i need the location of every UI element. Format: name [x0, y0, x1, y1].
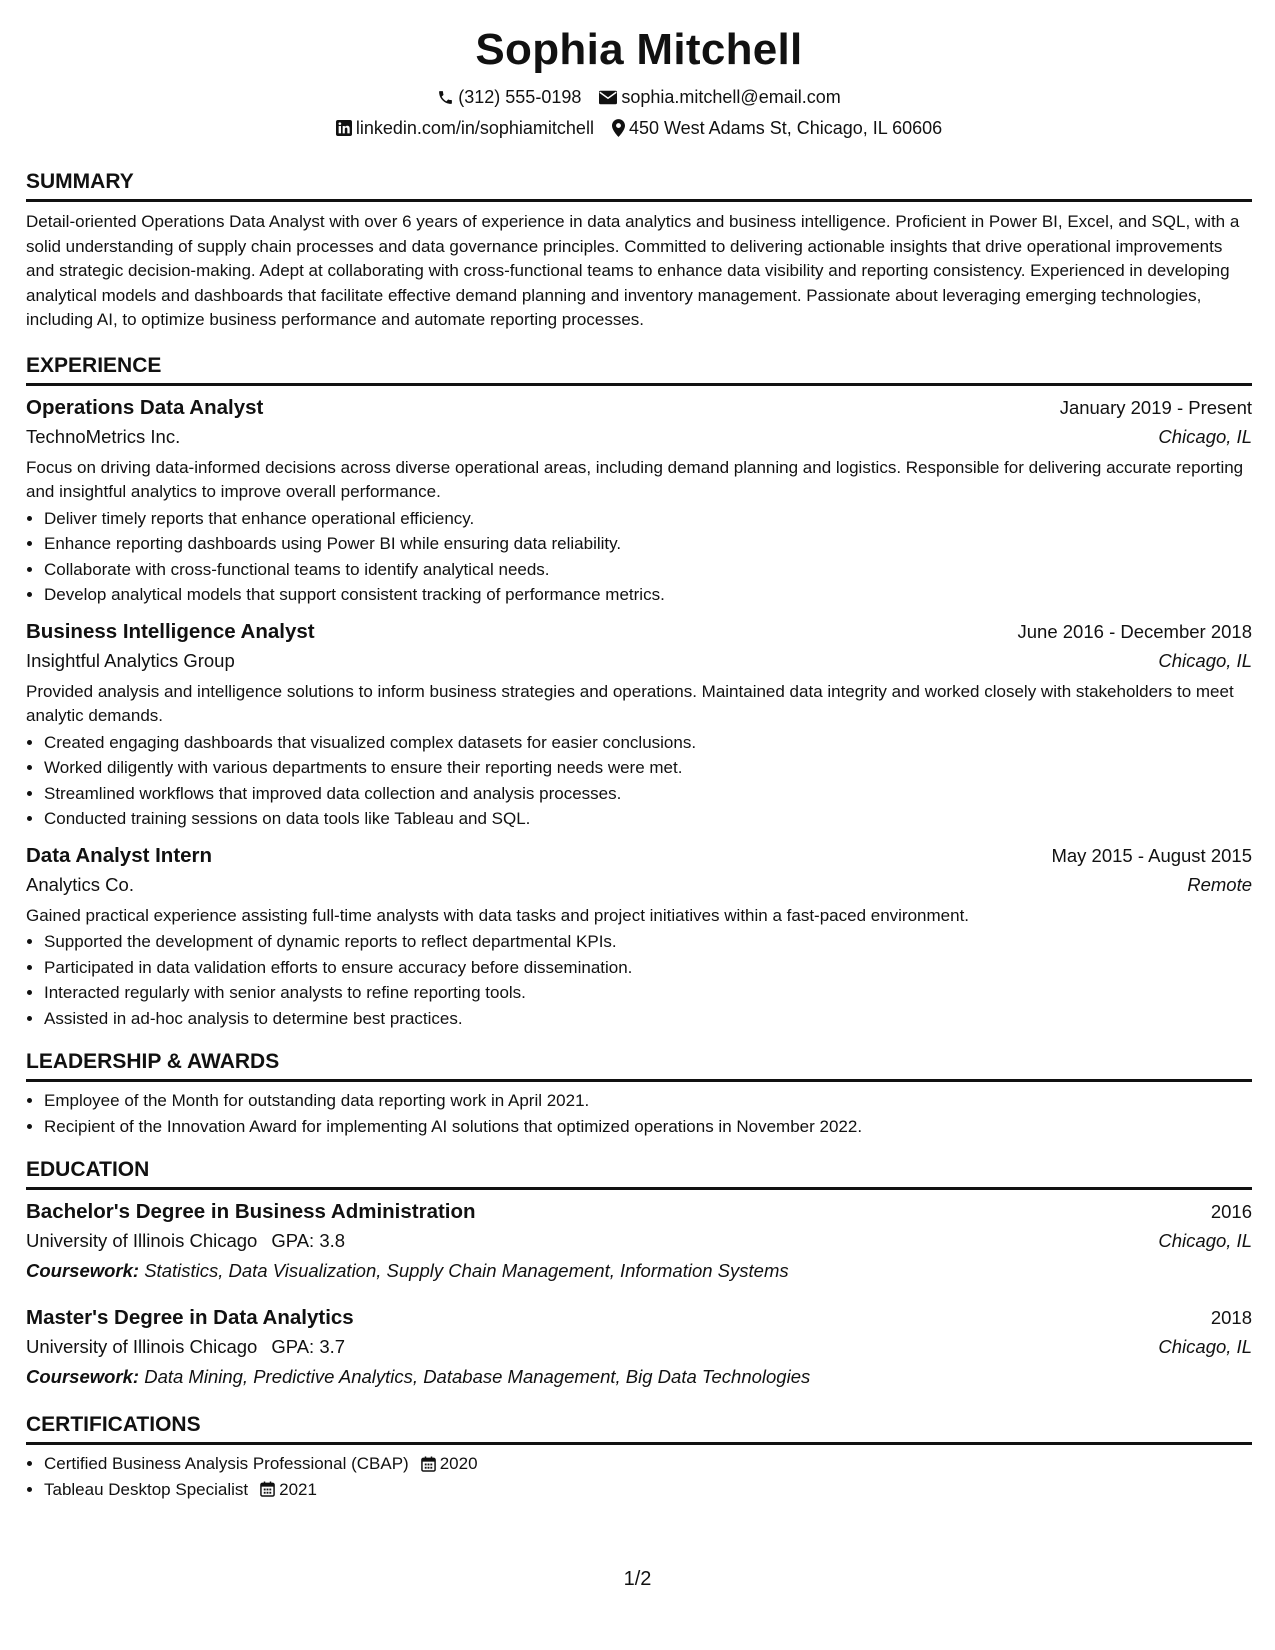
education-entry — [26, 1198, 1252, 1286]
school-location: Chicago, IL — [1158, 1336, 1252, 1357]
job-bullets — [26, 730, 1252, 832]
summary-text: Detail-oriented Operations Data Analyst with over 6 years of experience in data analytics and business intelligence. Proficient in Power BI, Excel, and SQL, with a solid understanding of supply chain processes and data governance principles. Committed to delivering actionable insights that drive operational improvements and strategic decision-making. Adept at collaborating with cross-functional teams to enhance data visibility and reporting consistency. Experienced in developing analytical models and dashboards that facilitate effective demand planning and inventory management. Passionate about leveraging emerging technologies, including AI, to optimize business performance and automate reporting processes. — [26, 212, 1240, 329]
job-description: Provided analysis and intelligence solutions to inform business strategies and operations. Maintained data integrity and worked closely with stakeholders to meet analytic demands. — [26, 681, 1234, 725]
job-location: Remote — [1187, 873, 1252, 895]
bullet-item: • Worked diligently with various departments to ensure their reporting needs were met. — [44, 755, 1252, 781]
coursework — [26, 1362, 1252, 1392]
school-name: University of Illinois Chicago — [26, 1336, 258, 1357]
job-description: Focus on driving data-informed decisions across diverse operational areas, including demand planning and logistics. Responsible for delivering accurate reporting and insightful analytics to improve overall performance. — [26, 457, 1244, 501]
school-line — [26, 1332, 345, 1362]
bullet-item: • Develop analytical models that support consistent tracking of performance metrics. — [44, 582, 1252, 608]
street-address: 450 West Adams St, Chicago, IL 60606 — [628, 118, 943, 138]
coursework-label: Coursework: — [26, 1260, 140, 1281]
certification-year: 2021 — [279, 1479, 317, 1499]
gpa: GPA: 3.8 — [271, 1230, 346, 1251]
coursework — [26, 1256, 1252, 1286]
certification-year: 2020 — [439, 1454, 478, 1473]
school-name: University of Illinois Chicago — [26, 1230, 258, 1251]
calendar-icon — [260, 1481, 275, 1497]
contact-linkedin — [336, 117, 594, 139]
award-item: • Recipient of the Innovation Award for implementing AI solutions that optimized operations in November 2022. — [44, 1114, 1252, 1140]
job-bullets — [26, 506, 1252, 608]
bullet-item: • Collaborate with cross-functional teams to identify analytical needs. — [44, 557, 1252, 583]
bullet-item: • Interacted regularly with senior analysts to refine reporting tools. — [44, 980, 1252, 1006]
certification-date — [260, 1477, 317, 1503]
certification-name: • Tableau Desktop Specialist — [44, 1479, 249, 1499]
certification-list — [26, 1451, 1252, 1502]
contact-address — [612, 117, 942, 139]
job-bullets — [26, 929, 1252, 1031]
certification-name: • Certified Business Analysis Professional (CBAP) — [44, 1454, 409, 1473]
section-title-experience: EXPERIENCE — [26, 353, 1252, 386]
job-title: Business Intelligence Analyst — [26, 619, 315, 643]
bullet-item: • Created engaging dashboards that visualized complex datasets for easier conclusions. — [44, 730, 1252, 756]
job-entry — [26, 842, 1252, 1032]
award-item: • Employee of the Month for outstanding data reporting work in April 2021. — [44, 1088, 1252, 1114]
bullet-item: • Supported the development of dynamic reports to reflect departmental KPIs. — [44, 929, 1252, 955]
contact-email — [599, 86, 840, 108]
company-name: Insightful Analytics Group — [26, 649, 235, 671]
linkedin-icon — [336, 120, 352, 136]
certification-item — [44, 1477, 1252, 1503]
job-title: Data Analyst Intern — [26, 843, 213, 867]
degree-name: Master's Degree in Data Analytics — [26, 1306, 354, 1329]
section-title-certifications: CERTIFICATIONS — [26, 1412, 1252, 1445]
bullet-item: • Deliver timely reports that enhance operational efficiency. — [44, 506, 1252, 532]
phone-number: (312) 555-0198 — [458, 87, 582, 107]
degree-name: Bachelor's Degree in Business Administration — [26, 1200, 476, 1223]
job-location: Chicago, IL — [1158, 425, 1252, 447]
job-dates: May 2015 - August 2015 — [1051, 844, 1252, 866]
email-address[interactable]: sophia.mitchell@email.com — [621, 87, 841, 107]
job-dates: January 2019 - Present — [1059, 396, 1252, 418]
graduation-year: 2016 — [1210, 1201, 1252, 1222]
contact-row-1 — [26, 86, 1252, 108]
bullet-item: • Streamlined workflows that improved data collection and analysis processes. — [44, 781, 1252, 807]
job-location: Chicago, IL — [1158, 649, 1252, 671]
bullet-item: • Participated in data validation efforts to ensure accuracy before dissemination. — [44, 955, 1252, 981]
section-title-education: EDUCATION — [26, 1157, 1252, 1190]
job-description: Gained practical experience assisting full-time analysts with data tasks and project initiatives within a fast-paced environment. — [26, 905, 970, 925]
linkedin-url[interactable]: linkedin.com/in/sophiamitchell — [355, 118, 594, 138]
certification-date — [421, 1451, 478, 1477]
job-entry — [26, 618, 1252, 832]
company-name: Analytics Co. — [26, 873, 134, 895]
graduation-year: 2018 — [1210, 1307, 1252, 1328]
coursework-list: Statistics, Data Visualization, Supply Chain Management, Information Systems — [144, 1260, 789, 1281]
company-name: TechnoMetrics Inc. — [26, 425, 181, 447]
map-marker-icon — [612, 119, 625, 137]
certification-item — [44, 1451, 1252, 1477]
bullet-item: • Enhance reporting dashboards using Power BI while ensuring data reliability. — [44, 531, 1252, 557]
contact-row-2 — [26, 117, 1252, 139]
school-line — [26, 1226, 345, 1256]
coursework-list: Data Mining, Predictive Analytics, Database Management, Big Data Technologies — [144, 1366, 811, 1387]
job-entry — [26, 394, 1252, 608]
school-location: Chicago, IL — [1158, 1230, 1252, 1251]
contact-phone — [437, 86, 581, 108]
calendar-icon — [421, 1456, 436, 1472]
candidate-name: Sophia Mitchell — [475, 25, 803, 74]
gpa: GPA: 3.7 — [271, 1336, 346, 1357]
job-title: Operations Data Analyst — [26, 395, 264, 419]
envelope-icon — [599, 90, 617, 105]
bullet-item: • Assisted in ad-hoc analysis to determine best practices. — [44, 1006, 1252, 1032]
section-title-leadership: LEADERSHIP & AWARDS — [26, 1049, 1252, 1082]
section-title-summary: SUMMARY — [26, 169, 1252, 202]
phone-icon — [437, 89, 454, 106]
coursework-label: Coursework: — [26, 1366, 140, 1387]
resume-page — [26, 0, 1252, 1502]
page-number: 1/2 — [623, 1568, 652, 1590]
education-entry — [26, 1304, 1252, 1392]
leadership-list — [26, 1088, 1252, 1139]
job-dates: June 2016 - December 2018 — [1017, 620, 1252, 642]
bullet-item: • Conducted training sessions on data tools like Tableau and SQL. — [44, 806, 1252, 832]
